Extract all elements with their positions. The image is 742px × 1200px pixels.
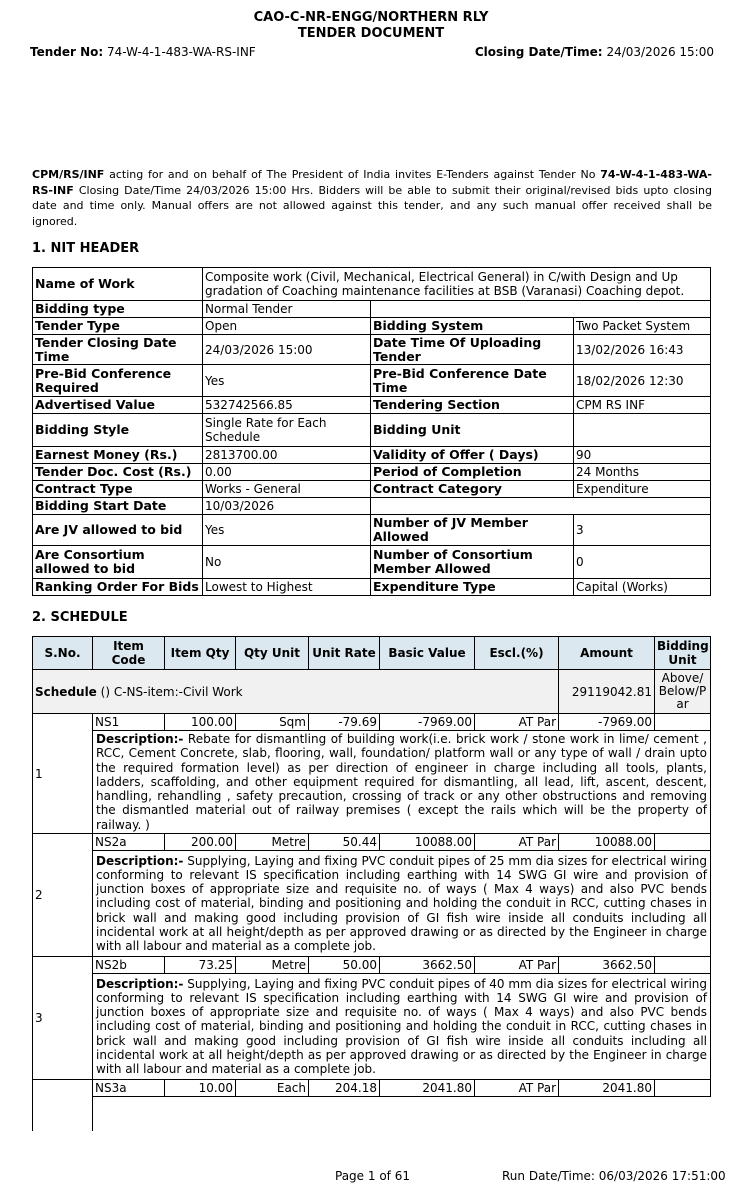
run-date: Run Date/Time: 06/03/2026 17:51:00	[502, 1169, 726, 1183]
item-row	[33, 714, 711, 731]
nit-value: 10/03/2026	[203, 498, 371, 515]
nit-key: Contract Type	[33, 481, 203, 498]
item-description-row	[33, 851, 711, 957]
nit-value: 532742566.85	[203, 397, 371, 414]
nit-key: Bidding type	[33, 301, 203, 318]
nit-key: Validity of Offer ( Days)	[371, 447, 574, 464]
nit-key: Tender Doc. Cost (Rs.)	[33, 464, 203, 481]
column-header: Unit Rate	[309, 637, 380, 670]
nit-key: Tender Type	[33, 318, 203, 335]
nit-value: 3	[574, 515, 711, 546]
column-header: Item Qty	[165, 637, 236, 670]
org-title: CAO-C-NR-ENGG/NORTHERN RLY	[253, 10, 489, 25]
nit-row	[33, 365, 711, 397]
nit-value: Yes	[203, 365, 371, 397]
tender-line	[30, 45, 714, 59]
item-sno	[33, 1080, 93, 1097]
nit-row	[33, 546, 711, 579]
column-header: Bidding Unit	[655, 637, 711, 670]
tender-no: 74-W-4-1-483-WA-RS-INF	[107, 45, 256, 59]
nit-value: 24/03/2026 15:00	[203, 335, 371, 365]
item-bidding-unit	[655, 714, 711, 731]
nit-value: No	[203, 546, 371, 579]
nit-value: 0.00	[203, 464, 371, 481]
amount: -7969.00	[559, 714, 655, 731]
nit-value: Expenditure	[574, 481, 711, 498]
escalation: AT Par	[475, 1080, 559, 1097]
closing-block	[475, 45, 714, 59]
schedule-name	[33, 670, 559, 714]
intro-text-1: acting for and on behalf of The President of India invites E-Tenders against Tender No	[104, 168, 601, 181]
nit-key: Earnest Money (Rs.)	[33, 447, 203, 464]
item-bidding-unit	[655, 834, 711, 851]
nit-value: Single Rate for Each Schedule	[203, 414, 371, 447]
escalation: AT Par	[475, 834, 559, 851]
qty-unit: Sqm	[236, 714, 309, 731]
nit-value: Normal Tender	[203, 301, 371, 318]
nit-key: Number of JV Member Allowed	[371, 515, 574, 546]
description-label: Description:-	[96, 853, 184, 868]
escalation: AT Par	[475, 714, 559, 731]
column-header: Basic Value	[380, 637, 475, 670]
nit-value: 13/02/2026 16:43	[574, 335, 711, 365]
column-header: Item Code	[93, 637, 165, 670]
closing-label: Closing Date/Time:	[474, 45, 603, 59]
intro-paragraph	[32, 167, 712, 229]
qty-unit: Each	[236, 1080, 309, 1097]
unit-rate: 50.44	[309, 834, 380, 851]
nit-value: 24 Months	[574, 464, 711, 481]
nit-key: Date Time Of Uploading Tender	[371, 335, 574, 365]
closing-date: 24/03/2026 15:00	[606, 45, 714, 59]
item-qty: 100.00	[165, 714, 236, 731]
nit-value: Composite work (Civil, Mechanical, Electrical General) in C/with Design and Up gradation of Coaching maintenance facilities at BSB (Varanasi) Coaching depot.	[203, 268, 711, 301]
column-header: Escl.(%)	[475, 637, 559, 670]
nit-key: Are Consortium allowed to bid	[33, 546, 203, 579]
item-bidding-unit	[655, 1080, 711, 1097]
nit-key: Period of Completion	[371, 464, 574, 481]
nit-row-bidding-start	[33, 498, 711, 515]
nit-value: CPM RS INF	[574, 397, 711, 414]
item-description-row	[33, 731, 711, 834]
continuation-sno	[33, 1097, 93, 1131]
nit-value: 2813700.00	[203, 447, 371, 464]
schedule-group-row	[33, 670, 711, 714]
item-qty: 200.00	[165, 834, 236, 851]
schedule-table	[32, 636, 711, 1131]
description-text: Supplying, Laying and fixing PVC conduit pipes of 40 mm dia sizes for electrical wiring conforming to relevant IS specification including earthing with 14 SWG GI wire and provision of junction boxes of appropriate size and requisite no. of ways ( Max 4 ways) and also PVC bends including cost of material, binding and positioning and holding the conduit in RCC, cutting chases in brick wall and making good including provision of GI fish wire inside all conduits including all incidental work at all height/depth as per approved drawing or as directed by the Engineer in charge with all labour and material as a complete job.	[96, 976, 707, 1077]
item-code: NS1	[93, 714, 165, 731]
intro-tender: 74-W-4-1-483-WA-RS-INF	[32, 168, 712, 197]
nit-key: Bidding System	[371, 318, 574, 335]
item-description	[93, 731, 711, 834]
description-text: Rebate for dismantling of building work(i.e. brick work / stone work in lime/ cement , RCC, Cement Concrete, slab, flooring, wall, foundation/ platform wall or any type of wall / drain upto the required formation level) as per direction of engineer in charge including all tools, plants, ladders, scaffolding, and other equipment required for dismantling, all lead, lift, ascent, descent, handling, rehandling , safety precaution, crossing of track or any other obstructions and removing the dismantled material out of railway premises ( except the rails which will be the property of railway. )	[96, 732, 707, 832]
nit-value	[574, 414, 711, 447]
nit-key: Pre-Bid Conference Date Time	[371, 365, 574, 397]
nit-heading: 1. NIT HEADER	[32, 241, 140, 256]
item-continuation-row	[33, 1097, 711, 1131]
basic-value: 3662.50	[380, 957, 475, 974]
nit-key: Tendering Section	[371, 397, 574, 414]
nit-value: 90	[574, 447, 711, 464]
nit-row	[33, 481, 711, 498]
escalation: AT Par	[475, 957, 559, 974]
nit-row	[33, 397, 711, 414]
item-sno: 1	[33, 714, 93, 834]
nit-key: Name of Work	[33, 268, 203, 301]
schedule-amount: 29119042.81	[559, 670, 655, 714]
schedule-heading: 2. SCHEDULE	[32, 610, 128, 625]
nit-row-bidding-type	[33, 301, 711, 318]
amount: 10088.00	[559, 834, 655, 851]
nit-value: 0	[574, 546, 711, 579]
nit-row	[33, 464, 711, 481]
nit-row	[33, 414, 711, 447]
qty-unit: Metre	[236, 957, 309, 974]
amount: 3662.50	[559, 957, 655, 974]
column-header: Qty Unit	[236, 637, 309, 670]
item-qty: 73.25	[165, 957, 236, 974]
qty-unit: Metre	[236, 834, 309, 851]
nit-row	[33, 515, 711, 546]
item-row	[33, 957, 711, 974]
item-description-row	[33, 974, 711, 1080]
nit-row-name-of-work	[33, 268, 711, 301]
item-qty: 10.00	[165, 1080, 236, 1097]
nit-key: Bidding Start Date	[33, 498, 203, 515]
amount: 2041.80	[559, 1080, 655, 1097]
nit-key: Bidding Unit	[371, 414, 574, 447]
nit-key: Number of Consortium Member Allowed	[371, 546, 574, 579]
nit-value: Two Packet System	[574, 318, 711, 335]
nit-value: Capital (Works)	[574, 579, 711, 596]
nit-key: Are JV allowed to bid	[33, 515, 203, 546]
intro-text-2: Closing Date/Time 24/03/2026 15:00 Hrs. Bidders will be able to submit their original/revised bids upto closing date and time only. Manual offers are not allowed against this tender, and any such manual offer received shall be ignored.	[32, 183, 712, 228]
item-code: NS2b	[93, 957, 165, 974]
nit-table	[32, 267, 711, 596]
nit-key: Ranking Order For Bids	[33, 579, 203, 596]
nit-key: Advertised Value	[33, 397, 203, 414]
nit-value: 18/02/2026 12:30	[574, 365, 711, 397]
nit-row	[33, 447, 711, 464]
description-label: Description:-	[96, 732, 184, 746]
page-number: Page 1 of 61	[335, 1169, 410, 1183]
item-bidding-unit	[655, 957, 711, 974]
item-description	[93, 851, 711, 957]
unit-rate: 204.18	[309, 1080, 380, 1097]
nit-empty	[371, 498, 711, 515]
item-sno: 3	[33, 957, 93, 1080]
nit-key: Contract Category	[371, 481, 574, 498]
description-text: Supplying, Laying and fixing PVC conduit pipes of 25 mm dia sizes for electrical wiring conforming to relevant IS specification including earthing with 14 SWG GI wire and provision of junction boxes of appropriate size and requisite no. of ways ( Max 4 ways) and also PVC bends including cost of material, binding and positioning and holding the conduit in RCC, cutting chases in brick wall and making good including provision of GI fish wire inside all conduits including all incidental work at all height/depth as per approved drawing or as directed by the Engineer in charge with all labour and material as a complete job.	[96, 853, 707, 954]
basic-value: 2041.80	[380, 1080, 475, 1097]
nit-row	[33, 335, 711, 365]
item-sno: 2	[33, 834, 93, 957]
nit-key: Pre-Bid Conference Required	[33, 365, 203, 397]
item-code: NS3a	[93, 1080, 165, 1097]
nit-key: Tender Closing Date Time	[33, 335, 203, 365]
column-header: S.No.	[33, 637, 93, 670]
document-title: TENDER DOCUMENT	[297, 26, 445, 41]
basic-value: -7969.00	[380, 714, 475, 731]
schedule-bidding-unit: Above/ Below/P ar	[655, 670, 711, 714]
nit-row	[33, 318, 711, 335]
nit-key: Expenditure Type	[371, 579, 574, 596]
basic-value: 10088.00	[380, 834, 475, 851]
tender-no-label: Tender No:	[30, 45, 104, 59]
unit-rate: 50.00	[309, 957, 380, 974]
unit-rate: -79.69	[309, 714, 380, 731]
intro-org: CPM/RS/INF	[32, 168, 105, 181]
nit-value: Lowest to Highest	[203, 579, 371, 596]
nit-value: Yes	[203, 515, 371, 546]
description-label: Description:-	[96, 976, 184, 991]
schedule-title: () C-NS-item:-Civil Work	[96, 684, 243, 699]
nit-row	[33, 579, 711, 596]
nit-value: Open	[203, 318, 371, 335]
column-header: Amount	[559, 637, 655, 670]
nit-key: Bidding Style	[33, 414, 203, 447]
schedule-label: Schedule	[35, 684, 97, 699]
item-row	[33, 834, 711, 851]
item-row	[33, 1080, 711, 1097]
continuation-body	[93, 1097, 711, 1131]
schedule-header-row	[33, 637, 711, 670]
nit-value: Works - General	[203, 481, 371, 498]
item-description	[93, 974, 711, 1080]
item-code: NS2a	[93, 834, 165, 851]
nit-empty	[371, 301, 711, 318]
